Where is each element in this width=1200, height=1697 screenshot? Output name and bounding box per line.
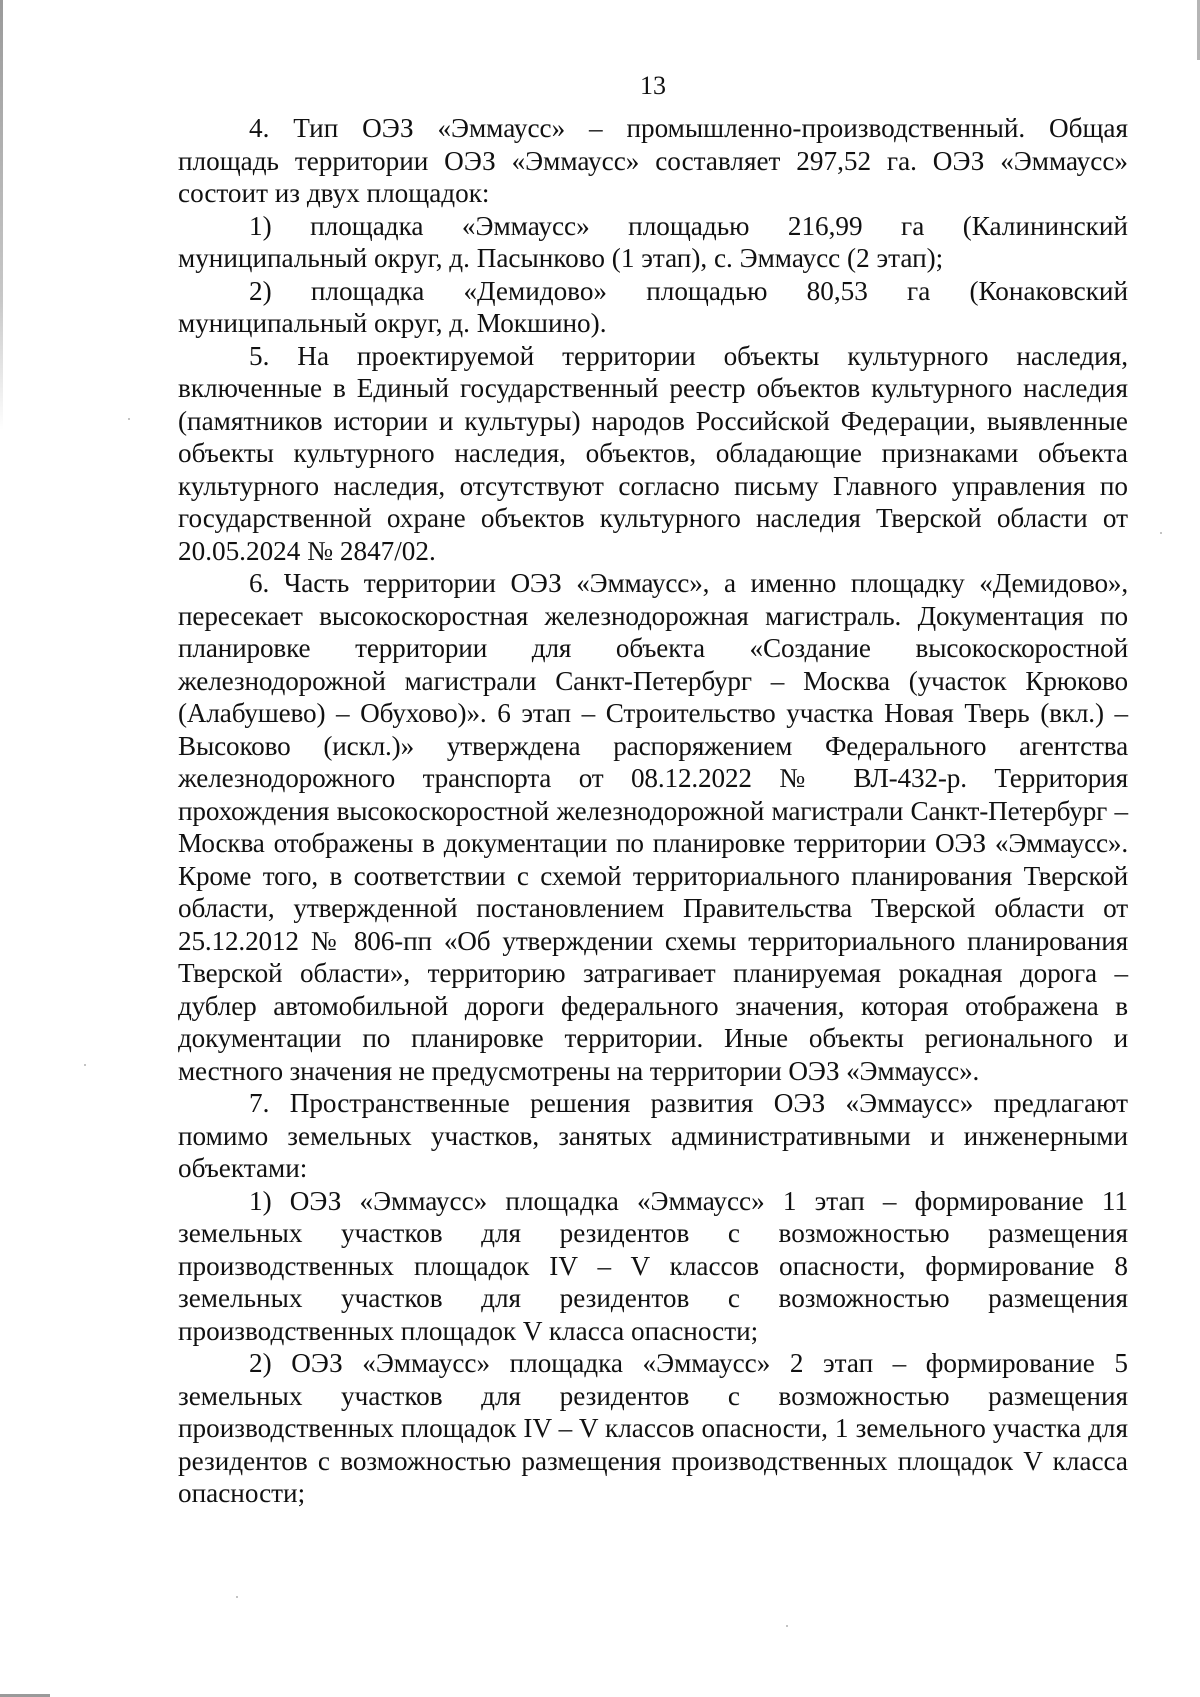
scan-edge-left bbox=[0, 0, 3, 430]
paragraph-stage-2: 2) ОЭЗ «Эммаусс» площадка «Эммаусс» 2 этап – формирование 5 земельных участков для резидентов с возможностью размещения производственных площадок IV – V классов опасности, 1 земельного участка для резидентов с возможностью размещения производственных площадок V класса опасности; bbox=[178, 1348, 1128, 1508]
scan-speck bbox=[84, 1064, 86, 1066]
paragraph-site-emmauss: 1) площадка «Эммаусс» площадью 216,99 га (Калининский муниципальный округ, д. Пасынково (1 этап), с. Эммаусс (2 этап); bbox=[178, 210, 1128, 273]
document-body bbox=[178, 112, 1128, 1510]
paragraph-site-demidovo: 2) площадка «Демидово» площадью 80,53 га (Конаковский муниципальный округ, д. Мокшино). bbox=[178, 275, 1128, 338]
paragraph-railway: 6. Часть территории ОЭЗ «Эммаусс», а именно площадку «Демидово», пересекает высокоскоростная железнодорожная магистраль. Документация по планировке территории для объекта «Создание высокоскоростной железнодорожной магистрали Санкт-Петербург – Москва (участок Крюково (Алабушево) – Обухово)». 6 этап – Строительство участка Новая Тверь (вкл.) – Высоково (искл.)» утверждена распоряжением Федерального агентства железнодорожного транспорта от 08.12.2022 № ВЛ-432-р. Территория прохождения высокоскоростной железнодорожной магистрали Санкт-Петербург – Москва отображены в документации по планировке территории ОЭЗ «Эммаусс». Кроме того, в соответствии с схемой территориального планирования Тверской области, утвержденной постановлением Правительства Тверской области от 25.12.2012 № 806-пп «Об утверждении схемы территориального планирования Тверской области», территорию затрагивает планируемая рокадная дорога – дублер автомобильной дороги федерального значения, которая отображена в документации по планировке территории. Иные объекты регионального и местного значения не предусмотрены на территории ОЭЗ «Эммаусс». bbox=[178, 568, 1128, 1086]
scan-speck bbox=[128, 418, 130, 420]
page-number: 13 bbox=[640, 71, 666, 100]
scan-speck bbox=[236, 1596, 238, 1598]
scan-speck bbox=[786, 1625, 788, 1627]
scan-speck bbox=[1160, 532, 1162, 534]
paragraph-oez-type: 4. Тип ОЭЗ «Эммаусс» – промышленно-производственный. Общая площадь территории ОЭЗ «Эммаусс» составляет 297,52 га. ОЭЗ «Эммаусс» состоит из двух площадок: bbox=[178, 113, 1128, 208]
paragraph-stage-1: 1) ОЭЗ «Эммаусс» площадка «Эммаусс» 1 этап – формирование 11 земельных участков для резидентов с возможностью размещения производственных площадок IV – V классов опасности, формирование 8 земельных участков для резидентов с возможностью размещения производственных площадок V класса опасности; bbox=[178, 1185, 1128, 1346]
paragraph-spatial-solutions: 7. Пространственные решения развития ОЭЗ «Эммаусс» предлагают помимо земельных участков, занятых административными и инженерными объектами: bbox=[178, 1088, 1128, 1183]
paragraph-cultural-heritage: 5. На проектируемой территории объекты культурного наследия, включенные в Единый государственный реестр объектов культурного наследия (памятников истории и культуры) народов Российской Федерации, выявленные объекты культурного наследия, объектов, обладающие признаками объекта культурного наследия, отсутствуют согласно письму Главного управления по государственной охране объектов культурного наследия Тверской области от 20.05.2024 № 2847/02. bbox=[178, 340, 1128, 566]
